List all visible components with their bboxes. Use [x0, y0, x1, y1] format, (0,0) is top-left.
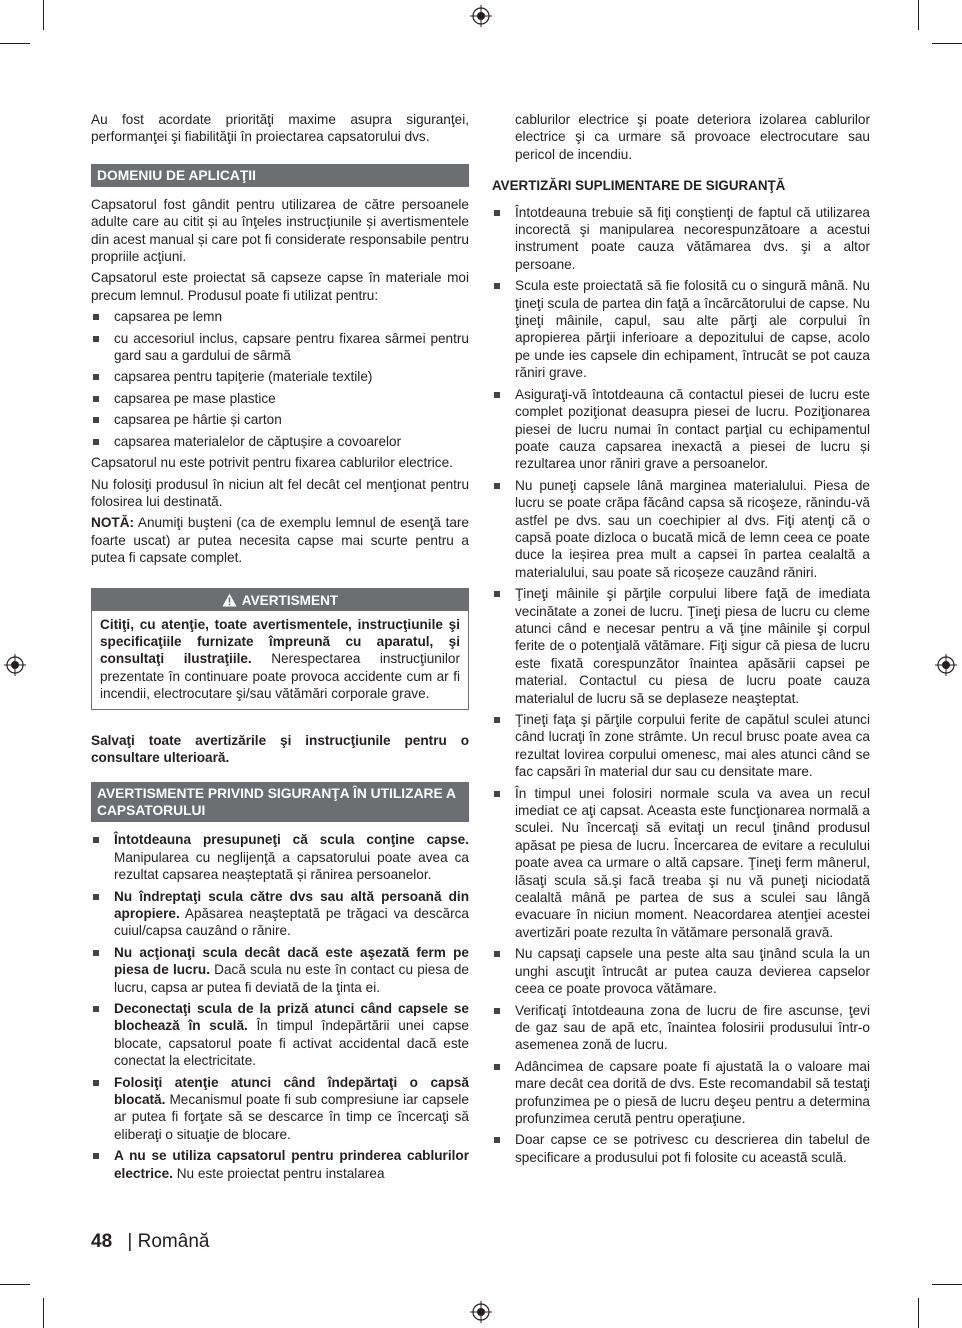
- list-item: [91, 1000, 469, 1070]
- extra-safety-list: [492, 204, 870, 1167]
- list-item: capsarea pe mase plastice: [91, 390, 469, 407]
- intro-paragraph: Au fost acordate priorităţi maxime asupra siguranţei, performanţei şi fiabilităţii în proiectarea capsatorului dvs.: [91, 112, 469, 145]
- page-footer: [91, 1230, 209, 1254]
- item-text: Mecanismul poate fi sub compresiune iar capsele ar putea fi forţate să se descarce în timp ce încercaţi să eliberaţi o situaţie de blocare.: [114, 1092, 469, 1142]
- warning-bold: Citiţi, cu atenţie, toate avertismentele, instrucţiunile şi specificaţiile furnizate împreună cu aparatul, şi consultaţi ilustraţiile.: [100, 616, 460, 667]
- item-text: Dacă scula nu este în contact cu piesa de lucru, capsa ar putea fi deviată de la ţinta ei.: [114, 962, 469, 995]
- note-label: NOTĂ:: [91, 515, 135, 531]
- list-item: [91, 1147, 469, 1182]
- item-text: Apăsarea neaşteptată pe trăgaci va descărca cuiul/capsa cauzând o rănire.: [114, 906, 469, 939]
- item-bold: Deconectaţi scula de la priză atunci când capsele se blochează în sculă.: [114, 1001, 469, 1034]
- list-item: Doar capse ce se potrivesc cu descrierea din tabelul de specificare a produsului pot fi folosite cu această sculă.: [492, 1131, 870, 1166]
- crop-mark: [43, 0, 44, 30]
- domain-paragraph: Capsatorul nu este potrivit pentru fixarea cablurilor electrice.: [91, 455, 453, 471]
- warning-triangle-icon: [222, 593, 237, 607]
- list-item: capsarea pentru tapiţerie (materiale textile): [91, 368, 469, 385]
- list-item: Ţineţi faţa şi părţile corpului ferite de capătul sculei atunci când lucraţi în zone strâmte. Un recul brusc poate avea ca rezultat lovirea corpului omenesc, mai ales atunci când se fac capsări în material dur sau cu densitate mare.: [492, 711, 870, 781]
- extra-safety-heading: AVERTIZĂRI SUPLIMENTARE DE SIGURANŢĂ: [492, 178, 786, 194]
- item-bold: Folosiţi atenţie atunci când îndepărtaţi o capsă blocată.: [114, 1074, 469, 1108]
- registration-mark-icon: [470, 5, 492, 27]
- list-item: capsarea pe hârtie și carton: [91, 411, 469, 428]
- list-item: capsarea pe lemn: [91, 308, 469, 325]
- crop-mark: [918, 0, 919, 30]
- warning-box: [91, 588, 469, 710]
- item-bold: A nu se utiliza capsatorul pentru prinderea cablurilor electrice.: [114, 1148, 469, 1181]
- crop-mark: [932, 43, 962, 44]
- list-item: [91, 831, 469, 883]
- registration-mark-icon: [470, 1301, 492, 1323]
- domain-heading: DOMENIU DE APLICAŢII: [91, 164, 469, 187]
- item-bold: Întotdeauna presupuneţi că scula conţine capse.: [114, 832, 469, 848]
- warning-header: [92, 589, 468, 611]
- list-item: [91, 1074, 469, 1144]
- crop-mark: [0, 1284, 30, 1285]
- crop-mark: [932, 1284, 962, 1285]
- list-item: Nu puneţi capsele lână marginea materialului. Piesa de lucru se poate crăpa făcând capsa să ricoşeze, rănindu-vă astfel pe dvs. sau un coechipier al dvs. Fiţi atenţi că o capsă poate dizloca o bucată mică de lemn ceea ce poate duce la ieșirea prea mult a capsei în partea cealaltă a materialului, sau poate să ricoșeze cauzând răniri.: [492, 477, 870, 581]
- item-text: Manipularea cu neglijenţă a capsatorului poate avea ca rezultat capsarea neașteptată și rănirea persoanelor.: [114, 849, 469, 883]
- registration-mark-icon: [4, 654, 26, 676]
- note-paragraph: [91, 514, 469, 566]
- page-language: | Română: [127, 1231, 210, 1252]
- crop-mark: [0, 43, 30, 44]
- list-item: Verificaţi întotdeauna zona de lucru de fire ascunse, ţevi de gaz sau de apă etc, înaintea folosirii produsului într-o asemenea zonă de lucru.: [492, 1002, 870, 1054]
- warning-text: Nerespectarea instrucţiunilor prezentate în continuare poate provoca accidente cum ar fi incendii, electrocutare şi/sau vătămări corporale grave.: [100, 651, 460, 702]
- list-item: Adâncimea de capsare poate fi ajustată la o valoare mai mare decât cea dorită de dvs. Este recomandabil să testaţi profunzimea pe o piesă de lucru deşeu pentru a determina profunzimea cerută pentru operaţiune.: [492, 1058, 870, 1128]
- domain-paragraph: Nu folosiţi produsul în niciun alt fel decât cel menţionat pentru folosirea lui destinată.: [91, 476, 469, 509]
- list-item: Ţineţi mâinile şi părţile corpului libere faţă de imediata vecinătate a zonei de lucru. Ţineţi piesa de lucru cu cleme atunci când e necesar pentru a vă ţine mâinile şi corpul ferite de o potenţială vătămare. Fiţi sigur că piesa de lucru este fixată corespunzător înaintea apăsării capsei pe material. Contactul cu piesa de lucru poate cauza materialul de lucru să se deplaseze neaşteptat.: [492, 585, 870, 707]
- item-text: În timpul îndepărtării unei capse blocate, capsatorul poate fi activat accidental dacă este conectat la electricitate.: [114, 1018, 469, 1069]
- uses-list: [91, 308, 469, 450]
- warning-title: AVERTISMENT: [241, 592, 339, 608]
- safety-list: [91, 831, 469, 1182]
- list-item: [91, 944, 469, 996]
- list-item: capsarea materialelor de căptușire a covoarelor: [91, 433, 469, 450]
- list-item: Asiguraţi-vă întotdeauna că contactul piesei de lucru este complet poziţionat deasupra piesei de lucru. Poziţionarea piesei de lucru numai în contact parţial cu echipamentul poate cauza capsarea inexactă a piesei de lucru și rezultarea unor răniri grave a persoanelor.: [492, 386, 870, 473]
- list-item: cu accesoriul inclus, capsare pentru fixarea sârmei pentru gard sau a gardului de sârmă: [91, 330, 469, 365]
- right-column: [492, 111, 870, 1170]
- list-item: Nu capsaţi capsele una peste alta sau ţinând scula la un unghi ascuţit întrucât ar putea cauza devierea capselor ceea ce poate provoca vătămare.: [492, 945, 870, 997]
- list-item: Scula este proiectată să fie folosită cu o singură mână. Nu ţineţi scula de partea din faţă a încărcătorului de capse. Nu ţineţi mâinile, capul, sau alte părţi ale corpului în apropierea părţii inferioare a depozitului de capse, acolo pe unde ies capsele din echipament, întrucât se pot cauza răniri grave.: [492, 277, 870, 381]
- save-text: Salvaţi toate avertizările şi instrucţiunile pentru o consultare ulterioară.: [91, 732, 469, 765]
- note-text: Anumiţi buşteni (ca de exemplu lemnul de esenţă tare foarte uscat) ar putea necesita capse mai scurte pentru a putea fi capsate complet.: [91, 515, 469, 566]
- registration-mark-icon: [935, 654, 957, 676]
- item-bold: Nu acţionaţi scula decât dacă este aşezată ferm pe piesa de lucru.: [114, 944, 469, 978]
- safety-heading: AVERTISMENTE PRIVIND SIGURANŢA ÎN UTILIZARE A CAPSATORULUI: [91, 782, 469, 822]
- page-number: 48: [91, 1231, 113, 1252]
- domain-paragraph: Capsatorul este proiectat să capseze capse în materiale moi precum lemnul. Produsul poate fi utilizat pentru:: [91, 270, 469, 303]
- warning-body: [92, 611, 468, 709]
- save-instructions: [91, 732, 469, 767]
- list-item: [91, 888, 469, 940]
- item-bold: Nu îndreptaţi scula către dvs sau altă persoană din apropiere.: [114, 888, 469, 921]
- left-column: [91, 111, 469, 1186]
- item-text: Nu este proiectat pentru instalarea: [172, 1165, 385, 1181]
- list-item: În timpul unei folosiri normale scula va avea un recul imediat ce aţi capsat. Aceasta este funcţionarea normală a sculei. Nu încercaţi să evitaţi un recul ţinând produsul apăsat pe piesa de lucru. Încercarea de evitare a reculului poate avea ca urmare o altă capsare. Ţineţi ferm mânerul, lăsaţi scula să.şi facă treaba şi nu vă puneţi niciodată cealaltă mână pe partea de sus a sculei sau lângă evacuare în niciun moment. Neacordarea atenţiei acestei avertizări poate rezulta în vătămare personală gravă.: [492, 785, 870, 942]
- list-item: Întotdeauna trebuie să fiţi conştienţi de faptul că utilizarea incorectă şi manipularea necorespunzătoare a acestui instrument poate cauza vătămarea dvs. şi a altor persoane.: [492, 204, 870, 274]
- crop-mark: [43, 1298, 44, 1328]
- crop-mark: [918, 1298, 919, 1328]
- domain-paragraph: Capsatorul fost gândit pentru utilizarea de către persoanele adulte care au citit și au înţeles instrucţiunile și avertismentele din acest manual și care pot fi considerate responsabile pentru propriile acţiuni.: [91, 196, 469, 265]
- continuation-paragraph: cablurilor electrice şi poate deteriora izolarea cablurilor electrice şi ca urmare să provoace electrocutare sau pericol de incendiu.: [515, 112, 870, 162]
